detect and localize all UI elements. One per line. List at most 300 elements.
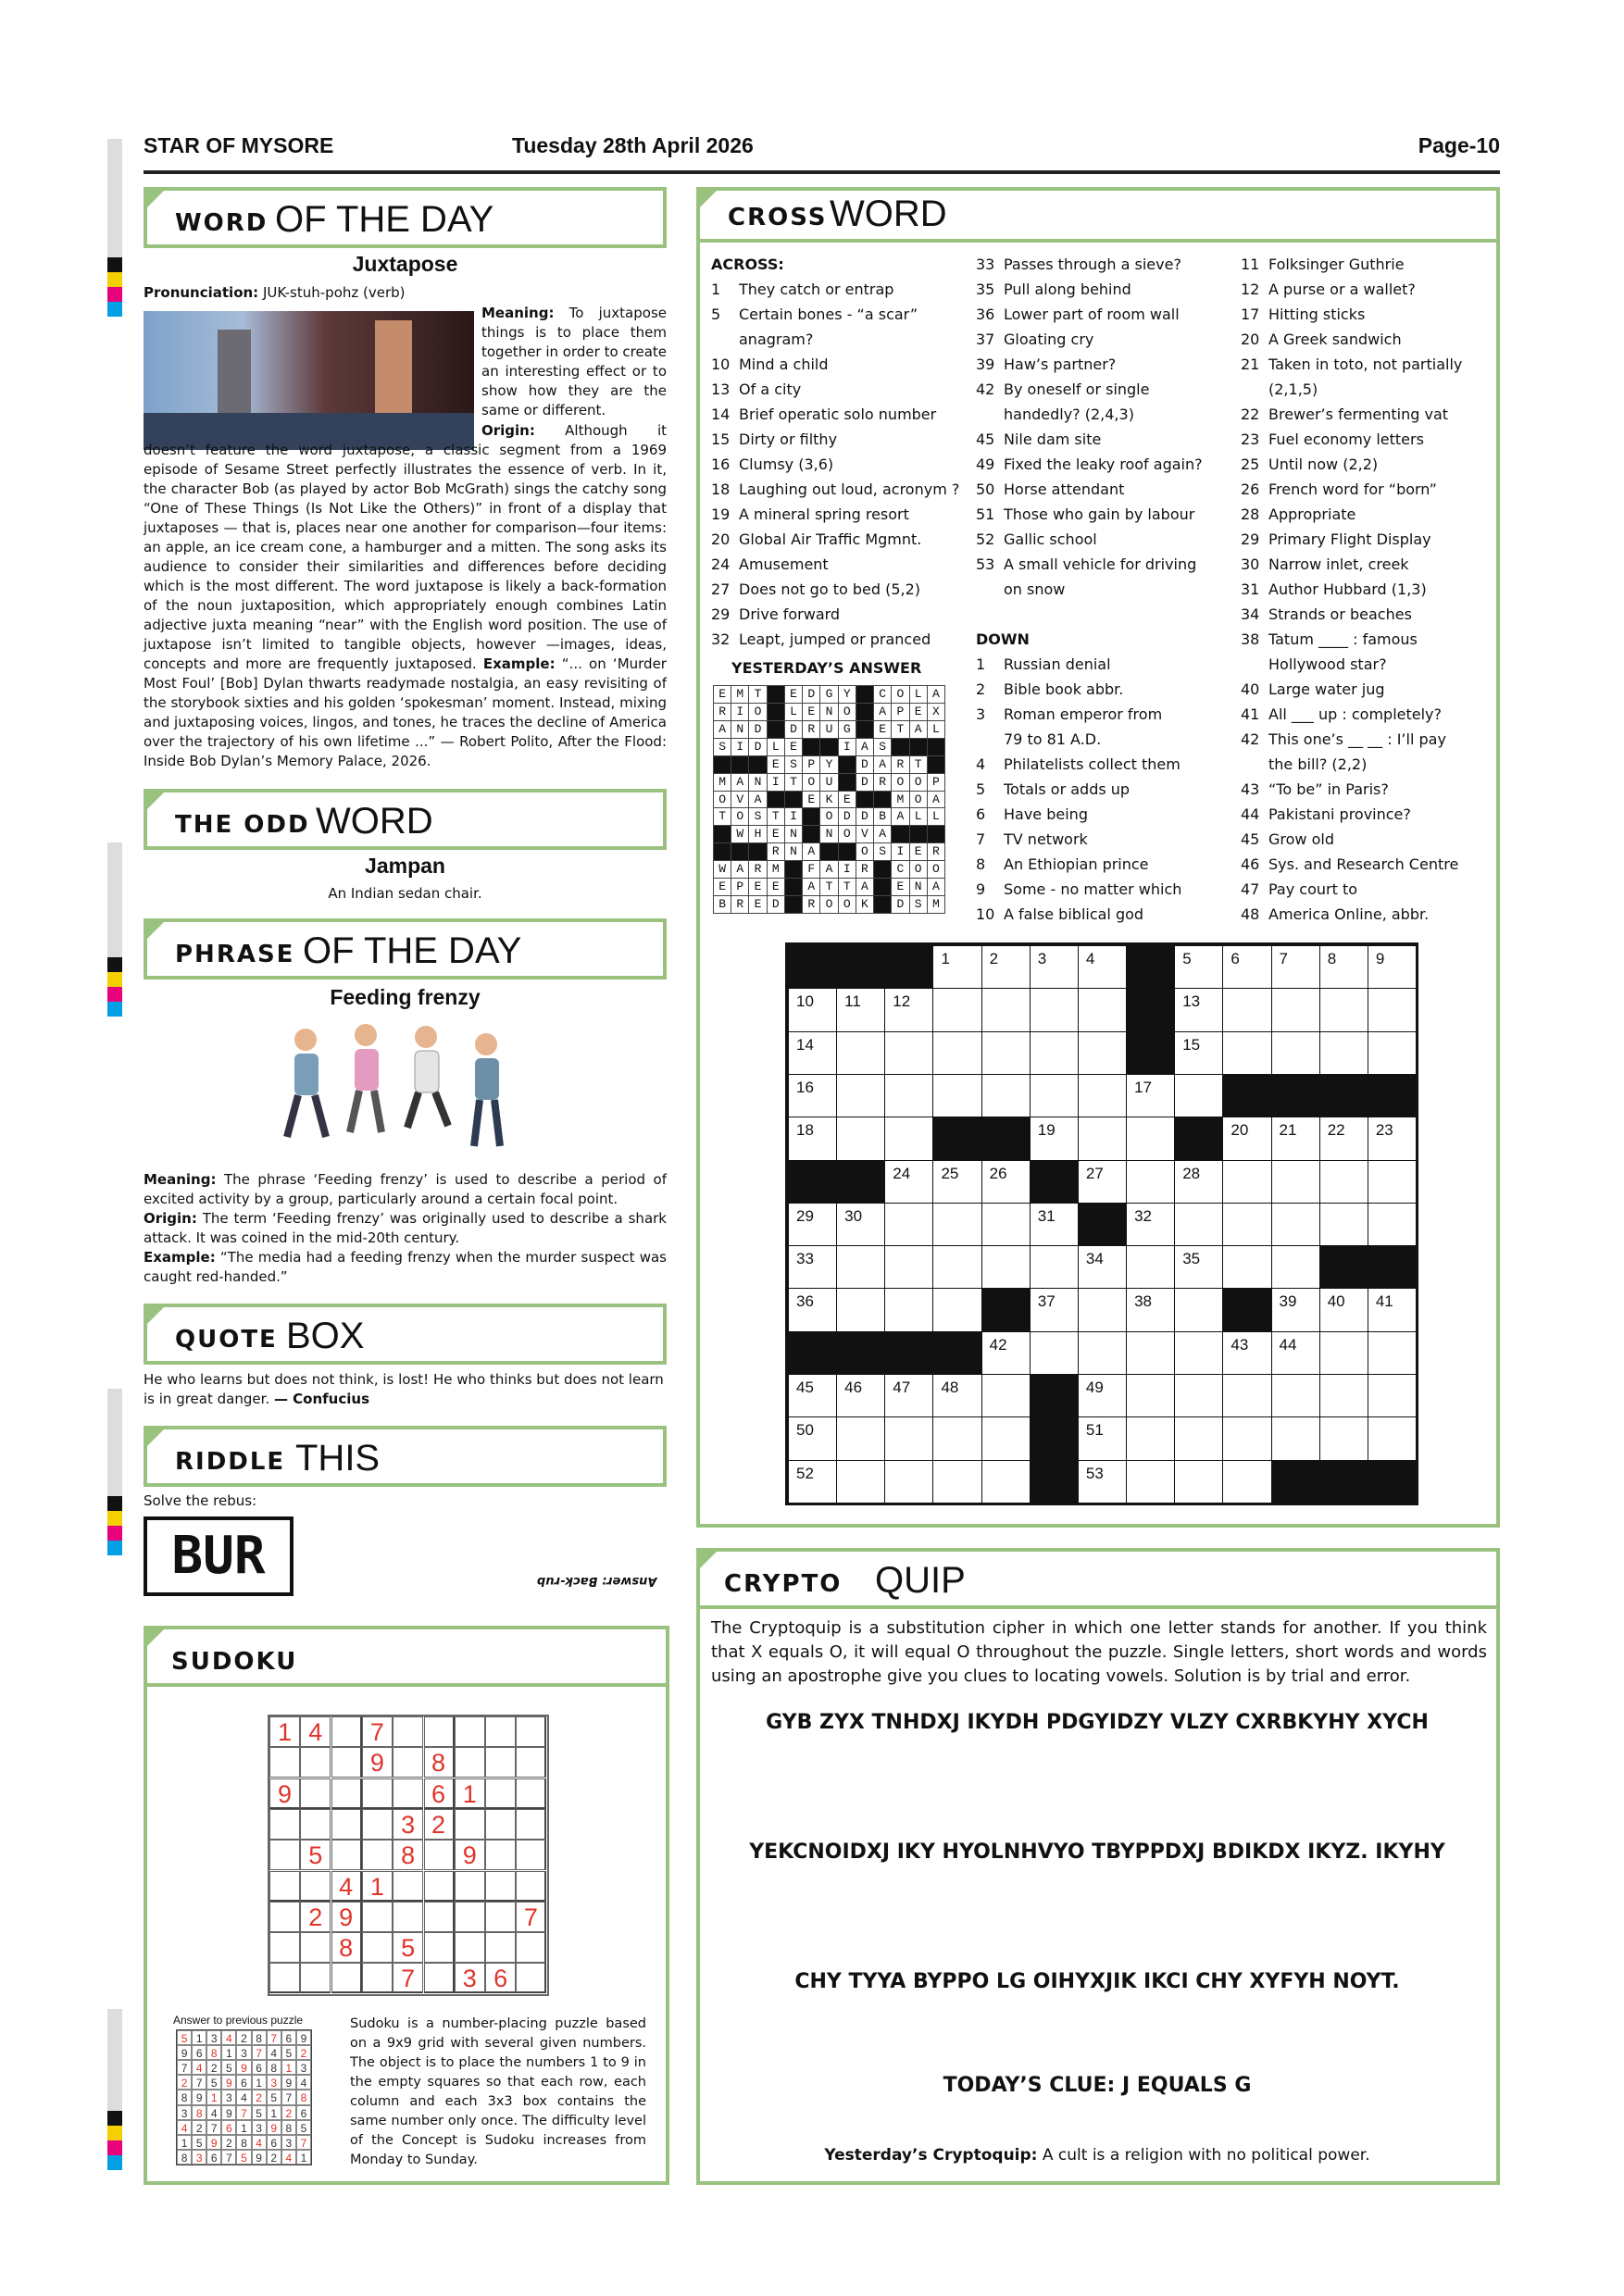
sudoku-cell[interactable]	[455, 1747, 485, 1778]
crossword-cell[interactable]	[932, 945, 981, 989]
sudoku-cell[interactable]	[485, 1716, 516, 1747]
crossword-cell[interactable]	[1222, 945, 1271, 989]
crossword-cell[interactable]	[788, 1460, 837, 1504]
crossword-cell[interactable]	[836, 1374, 885, 1417]
crossword-cell[interactable]	[1078, 1031, 1127, 1075]
clue-text: Lower part of room wall	[1004, 306, 1180, 323]
crossword-cell[interactable]	[884, 1288, 933, 1331]
sudoku-cell[interactable]	[516, 1840, 546, 1870]
clues-column-2	[976, 252, 1203, 927]
crossword-cell[interactable]	[1078, 1117, 1127, 1160]
crossword-cell[interactable]	[1222, 1416, 1271, 1460]
crossword-cell[interactable]	[884, 1374, 933, 1417]
crossword-cell[interactable]	[932, 1203, 981, 1246]
crossword-cell[interactable]	[884, 1203, 933, 1246]
crossword-cell[interactable]	[1078, 988, 1127, 1031]
sudoku-cell[interactable]	[393, 1902, 423, 1932]
sudoku-cell[interactable]	[300, 1778, 331, 1809]
crossword-cell[interactable]	[932, 1031, 981, 1075]
crossword-cell[interactable]	[1222, 1203, 1271, 1246]
sudoku-cell[interactable]	[331, 1840, 362, 1870]
crossword-cell[interactable]	[1271, 945, 1320, 989]
clue-number: 29	[711, 605, 731, 623]
answer-letter: A	[927, 791, 945, 809]
crossword-cell[interactable]	[1222, 1460, 1271, 1504]
crossword-cell[interactable]	[1078, 1374, 1127, 1417]
crossword-cell[interactable]	[981, 1160, 1031, 1204]
clue-number: 38	[1241, 630, 1260, 648]
sudoku-cell[interactable]	[269, 1747, 300, 1778]
previous-sudoku-digit: 1	[177, 2135, 192, 2150]
answer-letter: E	[748, 878, 767, 896]
crossword-cell[interactable]	[884, 1460, 933, 1504]
crossword-cell[interactable]	[1078, 945, 1127, 989]
clue-number: 1	[941, 950, 950, 967]
crossword-cell[interactable]	[884, 1074, 933, 1117]
answer-letter: W	[731, 825, 749, 843]
crossword-cell[interactable]	[1174, 1331, 1223, 1375]
answer-letter: X	[927, 703, 945, 721]
clue-item	[1241, 352, 1462, 377]
previous-sudoku-digit: 3	[281, 2135, 296, 2150]
crossword-cell[interactable]	[1368, 1117, 1417, 1160]
previous-sudoku-digit: 5	[206, 2075, 221, 2090]
sudoku-cell[interactable]	[393, 1778, 423, 1809]
crossword-cell[interactable]	[1319, 1331, 1368, 1375]
sudoku-cell[interactable]	[362, 1840, 393, 1870]
answer-letter: D	[891, 895, 909, 914]
previous-sudoku-digit: 8	[281, 2120, 296, 2135]
answer-letter: S	[873, 738, 892, 756]
crossword-cell[interactable]	[932, 1288, 981, 1331]
crossword-cell[interactable]	[1222, 1331, 1271, 1375]
sudoku-cell[interactable]	[300, 1871, 331, 1902]
sudoku-cell[interactable]	[424, 1902, 455, 1932]
black-square	[1126, 988, 1175, 1031]
crossword-cell[interactable]	[1271, 1203, 1320, 1246]
crossword-cell[interactable]	[1078, 1288, 1127, 1331]
answer-letter: R	[802, 720, 820, 739]
clue-item	[1241, 627, 1462, 652]
sudoku-cell[interactable]	[516, 1963, 546, 1993]
crossword-cell[interactable]	[884, 1160, 933, 1204]
clue-number: 51	[976, 505, 995, 523]
clue-number: 33	[976, 256, 995, 273]
cipher-line-1: GYB ZYX TNHDXJ IKYDH PDGYIDZY VLZY CXRBKYHY XYCH	[766, 1711, 1429, 1734]
sudoku-cell[interactable]	[269, 1963, 300, 1993]
crossword-cell[interactable]	[932, 988, 981, 1031]
answer-letter: D	[767, 895, 785, 914]
previous-sudoku-digit: 7	[177, 2060, 192, 2075]
answer-letter: E	[909, 842, 928, 861]
crossword-cell[interactable]	[981, 1374, 1031, 1417]
sudoku-cell[interactable]	[362, 1932, 393, 1963]
crossword-cell[interactable]	[1126, 1416, 1175, 1460]
crossword-cell[interactable]	[1078, 1245, 1127, 1289]
clue-item	[976, 652, 1203, 677]
clue-number: 29	[796, 1206, 814, 1225]
sudoku-cell[interactable]	[516, 1778, 546, 1809]
todays-clue: TODAY’S CLUE: J EQUALS G	[943, 2074, 1252, 2097]
crossword-cell[interactable]	[1319, 1160, 1368, 1204]
crossword-cell[interactable]	[1319, 945, 1368, 989]
clue-text: Bible book abbr.	[1004, 680, 1124, 698]
crossword-cell[interactable]	[981, 945, 1031, 989]
answer-letter: I	[838, 738, 856, 756]
crossword-cell[interactable]	[1319, 1203, 1368, 1246]
crossword-cell[interactable]	[1271, 1245, 1320, 1289]
sudoku-cell[interactable]	[393, 1871, 423, 1902]
answer-letter: O	[856, 842, 874, 861]
previous-sudoku-digit: 4	[192, 2060, 206, 2075]
sudoku-cell[interactable]	[455, 1809, 485, 1840]
crossword-cell[interactable]	[981, 1074, 1031, 1117]
clue-text: Haw’s partner?	[1004, 356, 1117, 373]
crossword-cell[interactable]	[1368, 945, 1417, 989]
sudoku-cell[interactable]	[269, 1809, 300, 1840]
banner-sudoku: SUDOKU	[171, 1648, 298, 1676]
crossword-cell[interactable]	[981, 1203, 1031, 1246]
previous-sudoku-digit: 8	[192, 2105, 206, 2120]
sudoku-cell[interactable]	[455, 1902, 485, 1932]
crossword-cell[interactable]	[1222, 988, 1271, 1031]
crossword-cell[interactable]	[1319, 988, 1368, 1031]
crossword-cell[interactable]	[1319, 1031, 1368, 1075]
sudoku-cell[interactable]	[331, 1747, 362, 1778]
crossword-cell[interactable]	[1368, 1288, 1417, 1331]
clue-number: 16	[711, 455, 731, 473]
crossword-cell[interactable]	[836, 1117, 885, 1160]
crossword-cell[interactable]	[1030, 1031, 1079, 1075]
answer-letter: G	[819, 685, 838, 704]
black-square	[927, 738, 945, 756]
crossword-cell[interactable]	[1126, 1203, 1175, 1246]
crossword-cell[interactable]	[1319, 1288, 1368, 1331]
crossword-cell[interactable]	[1078, 1416, 1127, 1460]
sudoku-cell[interactable]	[424, 1932, 455, 1963]
clue-item	[976, 427, 1203, 452]
clue-item	[1241, 702, 1462, 727]
crossword-cell[interactable]	[1174, 945, 1223, 989]
crossword-cell[interactable]	[1078, 1074, 1127, 1117]
clue-item	[976, 852, 1203, 877]
crossword-cell[interactable]	[1319, 1374, 1368, 1417]
crossword-cell[interactable]	[1126, 1160, 1175, 1204]
crossword-cell[interactable]	[1222, 1374, 1271, 1417]
crossword-cell[interactable]	[836, 1416, 885, 1460]
clue-item	[976, 727, 1203, 752]
crossword-cell[interactable]	[1222, 1245, 1271, 1289]
sudoku-cell[interactable]	[269, 1932, 300, 1963]
black-square	[981, 1288, 1031, 1331]
answer-letter: O	[748, 703, 767, 721]
crossword-cell[interactable]	[1319, 1416, 1368, 1460]
sudoku-cell[interactable]	[300, 1747, 331, 1778]
crossword-cell[interactable]	[1030, 1331, 1079, 1375]
crossword-cell[interactable]	[932, 1245, 981, 1289]
clue-number: 4	[1085, 950, 1095, 967]
crossword-cell[interactable]	[932, 1160, 981, 1204]
sudoku-cell[interactable]	[424, 1871, 455, 1902]
crossword-cell[interactable]	[1030, 1203, 1079, 1246]
crossword-cell[interactable]	[788, 1031, 837, 1075]
crossword-cell[interactable]	[1174, 1460, 1223, 1504]
sudoku-cell[interactable]	[424, 1840, 455, 1870]
crossword-cell[interactable]	[1174, 1203, 1223, 1246]
clue-number: 20	[1230, 1121, 1249, 1140]
clue-number: 42	[976, 381, 995, 398]
sudoku-cell[interactable]	[269, 1871, 300, 1902]
crossword-cell[interactable]	[1368, 1203, 1417, 1246]
previous-sudoku-digit: 7	[192, 2075, 206, 2090]
registration-bar	[107, 139, 122, 257]
crossword-cell[interactable]	[1030, 945, 1079, 989]
crossword-cell[interactable]	[1126, 1288, 1175, 1331]
sudoku-cell[interactable]	[269, 1840, 300, 1870]
black-square	[884, 945, 933, 989]
sudoku-cell[interactable]	[362, 1778, 393, 1809]
clue-item	[1241, 752, 1462, 777]
crossword-cell[interactable]	[1030, 1074, 1079, 1117]
sudoku-cell[interactable]	[300, 1963, 331, 1993]
clue-number: 33	[796, 1250, 814, 1268]
crossword-cell[interactable]	[1271, 1160, 1320, 1204]
answer-letter: L	[927, 807, 945, 826]
crossword-cell[interactable]	[1126, 1331, 1175, 1375]
sudoku-cell[interactable]	[362, 1902, 393, 1932]
clue-number: 35	[1182, 1250, 1201, 1268]
crossword-cell[interactable]	[788, 1074, 837, 1117]
crossword-cell[interactable]	[836, 1074, 885, 1117]
answer-letter: A	[819, 860, 838, 879]
registration-bar	[107, 1496, 122, 1555]
crossword-cell[interactable]	[1222, 1031, 1271, 1075]
banner-phrase: PHRASE	[175, 941, 295, 968]
crossword-cell[interactable]	[1271, 988, 1320, 1031]
previous-sudoku-digit: 2	[221, 2135, 236, 2150]
black-square	[819, 738, 838, 756]
crossword-cell[interactable]	[1078, 1160, 1127, 1204]
clue-number: 5	[1182, 950, 1192, 967]
crossword-cell[interactable]	[1174, 1160, 1223, 1204]
answer-letter: N	[731, 720, 749, 739]
clue-number: 53	[1085, 1464, 1104, 1482]
previous-sudoku-digit: 9	[296, 2030, 311, 2045]
crossword-cell[interactable]	[1174, 1374, 1223, 1417]
crossword-cell[interactable]	[1126, 1117, 1175, 1160]
crossword-cell[interactable]	[1319, 1117, 1368, 1160]
answer-letter: A	[856, 738, 874, 756]
crossword-cell[interactable]	[981, 1460, 1031, 1504]
crossword-cell[interactable]	[1368, 1331, 1417, 1375]
sudoku-cell[interactable]	[269, 1902, 300, 1932]
sudoku-cell[interactable]	[485, 1871, 516, 1902]
crossword-cell[interactable]	[1222, 1160, 1271, 1204]
crossword-cell[interactable]	[1174, 1416, 1223, 1460]
crossword-cell[interactable]	[981, 1416, 1031, 1460]
previous-sudoku-digit: 7	[236, 2105, 251, 2120]
sudoku-cell[interactable]	[331, 1963, 362, 1993]
clue-text: Nile dam site	[1004, 430, 1102, 448]
crossword-cell[interactable]	[1174, 988, 1223, 1031]
answer-letter: D	[748, 738, 767, 756]
sudoku-cell[interactable]	[485, 1747, 516, 1778]
clue-number: 53	[976, 555, 995, 573]
sudoku-cell[interactable]	[516, 1871, 546, 1902]
crossword-cell[interactable]	[1030, 1117, 1079, 1160]
crossword-cell[interactable]	[1271, 1374, 1320, 1417]
black-square	[713, 825, 731, 843]
crossword-cell[interactable]	[884, 1117, 933, 1160]
clue-text: Of a city	[739, 381, 802, 398]
sudoku-cell[interactable]	[331, 1778, 362, 1809]
crossword-cell[interactable]	[788, 988, 837, 1031]
crossword-cell[interactable]	[788, 1117, 837, 1160]
clue-text: “To be” in Paris?	[1268, 780, 1389, 798]
banner-riddle: RIDDLE	[175, 1448, 286, 1476]
crossword-cell[interactable]	[836, 988, 885, 1031]
black-square	[819, 842, 838, 861]
phrase-title: Feeding frenzy	[330, 985, 481, 1009]
answer-letter: E	[767, 878, 785, 896]
previous-sudoku-digit: 1	[192, 2030, 206, 2045]
crossword-cell[interactable]	[1222, 1117, 1271, 1160]
crossword-cell[interactable]	[788, 1288, 837, 1331]
clue-number: 6	[1230, 950, 1240, 967]
crossword-cell[interactable]	[1030, 988, 1079, 1031]
sudoku-cell[interactable]	[455, 1716, 485, 1747]
previous-sudoku-digit: 9	[252, 2150, 267, 2165]
black-square	[731, 842, 749, 861]
crossword-cell[interactable]	[788, 1203, 837, 1246]
crossword-cell[interactable]	[932, 1074, 981, 1117]
crossword-cell[interactable]	[1271, 1416, 1320, 1460]
sudoku-cell[interactable]	[300, 1932, 331, 1963]
crossword-cell[interactable]	[1368, 988, 1417, 1031]
previous-sudoku-digit: 4	[267, 2045, 281, 2060]
crossword-cell[interactable]	[884, 1031, 933, 1075]
crossword-cell[interactable]	[1030, 1245, 1079, 1289]
sudoku-grid[interactable]	[268, 1715, 549, 1996]
crossword-cell[interactable]	[836, 1245, 885, 1289]
crossword-cell[interactable]	[884, 988, 933, 1031]
clue-text: Until now (2,2)	[1268, 455, 1379, 473]
crossword-cell[interactable]	[1368, 1416, 1417, 1460]
clue-text: Those who gain by labour	[1004, 505, 1195, 523]
sudoku-cell[interactable]	[424, 1963, 455, 1993]
crossword-cell[interactable]	[1030, 1288, 1079, 1331]
sudoku-cell[interactable]	[516, 1809, 546, 1840]
sudoku-cell[interactable]	[485, 1932, 516, 1963]
sudoku-cell[interactable]	[485, 1809, 516, 1840]
sudoku-cell[interactable]	[393, 1716, 423, 1747]
clue-text: An Ethiopian prince	[1004, 855, 1149, 873]
crossword-cell[interactable]	[1126, 1074, 1175, 1117]
crossword-cell[interactable]	[1126, 1374, 1175, 1417]
crossword-cell[interactable]	[1126, 1245, 1175, 1289]
crossword-cell[interactable]	[836, 1288, 885, 1331]
clue-number: 10	[711, 356, 731, 373]
crossword-cell[interactable]	[1174, 1031, 1223, 1075]
sudoku-cell[interactable]	[516, 1932, 546, 1963]
crossword-cell[interactable]	[884, 1416, 933, 1460]
crossword-cell[interactable]	[788, 1245, 837, 1289]
answer-letter: N	[748, 773, 767, 792]
crossword-cell[interactable]	[1271, 1117, 1320, 1160]
clue-text: handedly? (2,4,3)	[1004, 406, 1134, 423]
crossword-cell[interactable]	[836, 1460, 885, 1504]
crossword-cell[interactable]	[1078, 1460, 1127, 1504]
clue-number: 21	[1279, 1121, 1297, 1140]
crossword-cell[interactable]	[1368, 1031, 1417, 1075]
clue-number: 4	[976, 755, 986, 773]
crossword-cell[interactable]	[932, 1416, 981, 1460]
word-origin-text: Origin: Although it doesn’t feature the word juxtapose, a classic segment from a 1969 episode of Sesame Street perfectly illustrates the essence of verb. In it, the character Bob (as played by actor Bob McGrath) sings the catchy song “One of These Things (Is Not Like the Others)” in front of a display that juxtaposes — that is, places near one another for comparison—four items: an apple, an ice cream cone, a hamburger and a mitten. The song asks its audience to consider their similarities and differences before deciding which is the most different. The word juxtapose is likely a back-formation of the noun juxtaposition, which appropriately enough combines Latin adjective juxta meaning “near” with the English word position. The use of juxtapose isn’t limited to tangible objects, however —images, ideas, concepts and more are frequently juxtaposed. Example: “... on ‘Murder Most Foul’ [Bob] Dylan thwarts readymade nostalgia, an easy revisiting of the storybook sixties and his golden ‘spokesman’ moment. Instead, mixing and juxtaposing voices, lingos, and tones, he traces the decline of America over the trajectory of his own lifetime ...” — Robert Polito, After the Flood: Inside Bob Dylan’s Memory Palace, 2026.	[144, 422, 667, 769]
crossword-cell[interactable]	[836, 1031, 885, 1075]
black-square	[784, 878, 803, 896]
previous-sudoku-digit: 8	[177, 2150, 192, 2165]
sudoku-cell[interactable]	[331, 1716, 362, 1747]
sudoku-banner	[144, 1626, 669, 1687]
answer-letter: C	[891, 860, 909, 879]
sudoku-cell[interactable]	[300, 1809, 331, 1840]
crossword-cell[interactable]	[932, 1374, 981, 1417]
sudoku-cell[interactable]	[516, 1716, 546, 1747]
crossword-cell[interactable]	[1174, 1074, 1223, 1117]
crossword-cell[interactable]	[1174, 1288, 1223, 1331]
sudoku-cell[interactable]	[362, 1809, 393, 1840]
crossword-cell[interactable]	[1368, 1160, 1417, 1204]
black-square	[1222, 1288, 1271, 1331]
previous-sudoku-digit: 5	[267, 2090, 281, 2104]
sudoku-cell[interactable]	[485, 1902, 516, 1932]
crossword-cell[interactable]	[981, 1331, 1031, 1375]
crossword-cell[interactable]	[981, 988, 1031, 1031]
sudoku-cell[interactable]	[393, 1747, 423, 1778]
previous-sudoku-digit: 1	[281, 2060, 296, 2075]
sudoku-cell[interactable]	[331, 1809, 362, 1840]
crossword-cell[interactable]	[1126, 1460, 1175, 1504]
answer-letter: R	[802, 895, 820, 914]
crossword-cell[interactable]	[884, 1245, 933, 1289]
crossword-cell[interactable]	[1271, 1288, 1320, 1331]
crossword-cell[interactable]	[1271, 1031, 1320, 1075]
sudoku-cell[interactable]	[485, 1840, 516, 1870]
sudoku-cell[interactable]	[516, 1747, 546, 1778]
crossword-cell[interactable]	[1174, 1245, 1223, 1289]
crossword-cell[interactable]	[1271, 1331, 1320, 1375]
sudoku-cell[interactable]	[362, 1963, 393, 1993]
sudoku-cell[interactable]	[455, 1871, 485, 1902]
crossword-cell[interactable]	[1368, 1374, 1417, 1417]
sudoku-cell[interactable]	[485, 1778, 516, 1809]
crossword-grid[interactable]	[785, 942, 1418, 1505]
crossword-cell[interactable]	[932, 1460, 981, 1504]
crossword-cell[interactable]	[981, 1031, 1031, 1075]
sudoku-cell[interactable]	[424, 1716, 455, 1747]
clue-item	[711, 302, 959, 327]
crossword-cell[interactable]	[836, 1203, 885, 1246]
clue-item	[711, 627, 959, 652]
crossword-cell[interactable]	[788, 1374, 837, 1417]
crossword-cell[interactable]	[788, 1416, 837, 1460]
sudoku-cell[interactable]	[455, 1932, 485, 1963]
crossword-cell[interactable]	[981, 1245, 1031, 1289]
answer-letter: S	[713, 738, 731, 756]
previous-sudoku-digit: 4	[221, 2030, 236, 2045]
clue-item	[1241, 552, 1462, 577]
crossword-cell[interactable]	[1078, 1331, 1127, 1375]
